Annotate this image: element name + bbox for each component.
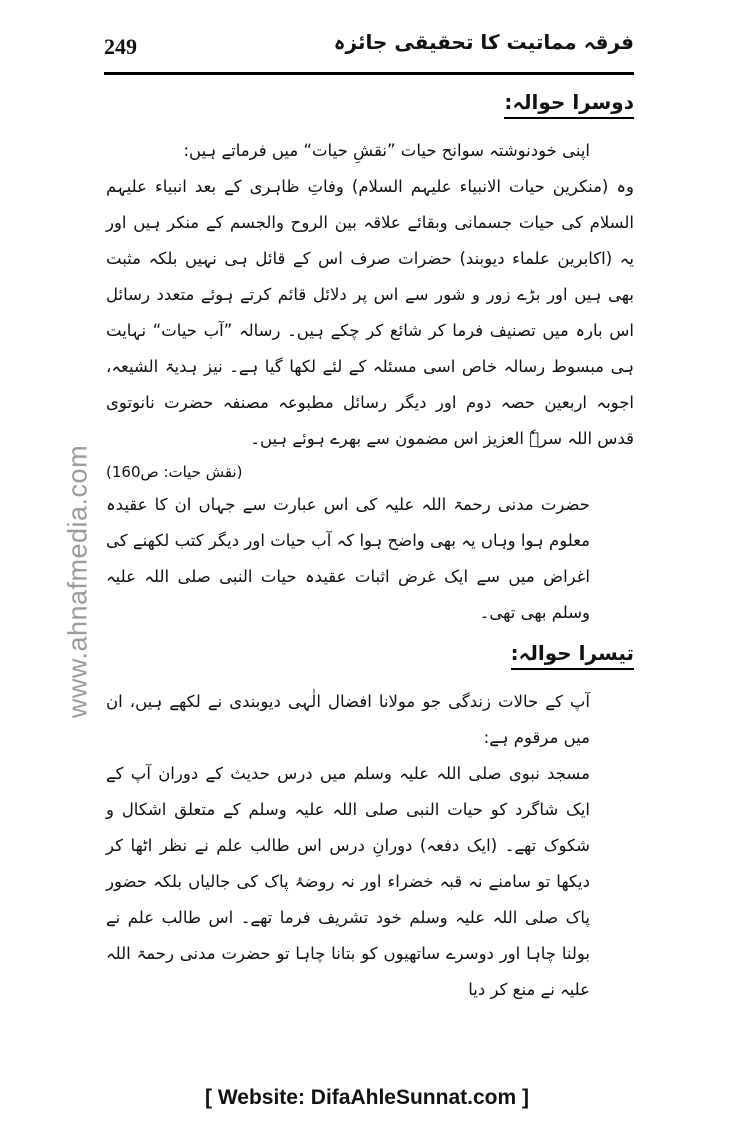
watermark: www.ahnafmedia.com (62, 444, 93, 719)
running-title: فرقہ مماتیت کا تحقیقی جائزہ (333, 30, 634, 54)
section-2-quote: وہ (منکرین حیات الانبیاء علیہم السلام) وفاتِ ظاہری کے بعد انبیاء علیہم السلام کی حیات جسمانی وبقائے علاقہ بین الروح والجسم کے منکر ہیں اور یہ (اکابرین علماء دیوبند) حضرات صرف اس کے قائل ہی نہیں بلکہ مثبت بھی ہیں اور بڑے زور و شور سے اس پر دلائل قائم کرتے ہوئے متعدد رسائل اس بارہ میں تصنیف فرما کر شائع کر چکے ہیں۔ رسالہ ”آب حیات“ نہایت ہی مبسوط رسالہ خاص اسی مسئلہ کے لئے لکھا گیا ہے۔ نیز ہدیۃ الشیعہ، اجوبہ اربعین حصہ دوم اور دیگر رسائل مطبوعہ مصنفہ حضرت نانوتوی قدس اللہ سرہٗ العزیز اس مضمون سے بھرے ہوئے ہیں۔ (106, 177, 634, 448)
section-2-commentary: حضرت مدنی رحمۃ اللہ علیہ کی اس عبارت سے جہاں ان کا عقیدہ معلوم ہوا وہاں یہ بھی واضح ہوا کہ آب حیات اور دیگر کتب لکھنے کی اغراض میں سے ایک غرض اثبات عقیدہ حیات النبی صلی اللہ علیہ وسلم بھی تھی۔ (106, 495, 590, 622)
page-header (104, 30, 634, 74)
section-3 (106, 631, 634, 684)
section-2-heading: دوسرا حوالہ: (504, 90, 634, 119)
section-2-citation: (نقش حیات: ص160) (106, 463, 243, 481)
section-3-intro: آپ کے حالات زندگی جو مولانا افضال الٰہی دیوبندی نے لکھے ہیں، ان میں مرقوم ہے: (106, 692, 590, 747)
header-rule (104, 72, 634, 75)
section-3-body: مسجد نبوی صلی اللہ علیہ وسلم میں درس حدیث کے دوران آپ کے ایک شاگرد کو حیات النبی صلی اللہ علیہ وسلم کے متعلق اشکال و شکوک تھے۔ (ایک دفعہ) دورانِ درس اس طالب علم نے نظر اٹھا کر دیکھا تو سامنے نہ قبہ خضراء اور نہ روضۂ پاک کی جالیاں بلکہ حضور پاک صلی اللہ علیہ وسلم خود تشریف فرما تھے۔ اس طالب علم نے بولنا چاہا اور دوسرے ساتھیوں کو بتانا چاہا تو حضرت مدنی رحمۃ اللہ علیہ نے منع کر دیا (106, 764, 590, 999)
section-2 (106, 80, 634, 133)
page-body (106, 80, 634, 1008)
section-3-heading: تیسرا حوالہ: (511, 641, 634, 670)
website-footer: [ Website: DifaAhleSunnat.com ] (205, 1086, 529, 1109)
page-number: 249 (104, 34, 137, 59)
section-2-intro: اپنی خودنوشتہ سوانح حیات ”نقشِ حیات“ میں فرماتے ہیں: (183, 141, 590, 160)
